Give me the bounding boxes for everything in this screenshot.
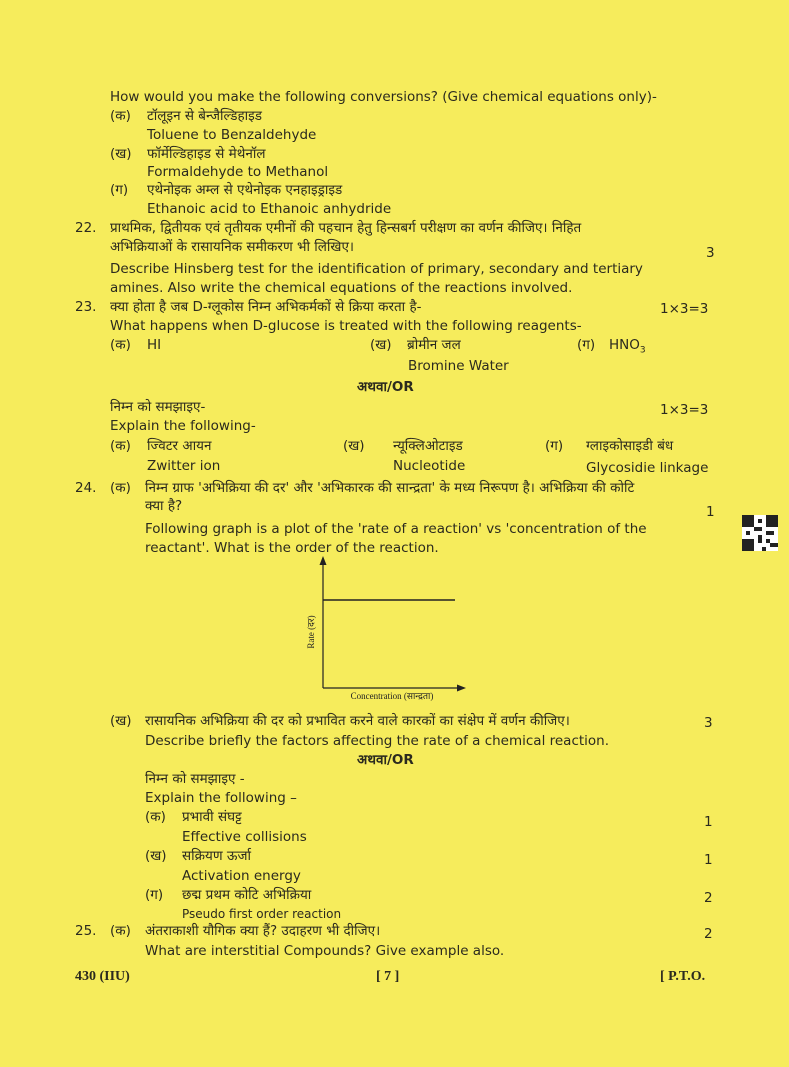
q21-a-label: (क)	[110, 108, 131, 124]
q25-english: What are interstitial Compounds? Give example also.	[145, 943, 505, 959]
q24-b-label: (ख)	[110, 713, 132, 729]
paper-code: 430 (IIU)	[75, 969, 130, 984]
q23-a-text: HI	[147, 337, 162, 353]
q23-alt-b-hindi: न्यूक्लिओटाइड	[393, 438, 463, 454]
q24-alt-c-marks: 2	[704, 890, 713, 906]
q24-a-marks: 1	[706, 504, 715, 520]
q23-c-text	[609, 336, 646, 360]
q23-b-label: (ख)	[370, 337, 392, 353]
q23-alt-c-hindi: ग्लाइकोसाइडी बंध	[586, 438, 674, 454]
q24-alt-hindi: निम्न को समझाइए -	[145, 771, 245, 787]
q23-english: What happens when D-glucose is treated with the following reagents-	[110, 318, 582, 334]
q21-a-hindi: टॉलूइन से बेन्जैल्डिहाइड	[147, 108, 263, 124]
q24-alt-b-marks: 1	[704, 852, 713, 868]
q22-english-1: Describe Hinsberg test for the identification of primary, secondary and tertiary	[110, 261, 643, 277]
q22-english-2: amines. Also write the chemical equations of the reactions involved.	[110, 280, 573, 296]
q24-a-english-2: reactant'. What is the order of the reaction.	[145, 540, 439, 556]
q24-alt-b-label: (ख)	[145, 848, 167, 864]
qr-code-icon	[742, 515, 778, 551]
q23-alt-c-english: Glycosidie linkage	[586, 460, 709, 476]
q21-c-label: (ग)	[110, 182, 129, 198]
q25-hindi: अंतराकाशी यौगिक क्या हैं? उदाहरण भी दीजिए।	[145, 923, 381, 939]
q24-a-hindi-1: निम्न ग्राफ 'अभिक्रिया की दर' और 'अभिकारक की सान्द्रता' के मध्य निरूपण है। अभिक्रिया की कोटि	[145, 480, 635, 496]
q25-number: 25.	[75, 923, 97, 939]
q21-b-english: Formaldehyde to Methanol	[147, 164, 329, 180]
q21-a-english: Toluene to Benzaldehyde	[147, 127, 317, 143]
q24-b-marks: 3	[704, 715, 713, 731]
q23-alt-a-label: (क)	[110, 438, 131, 454]
q24-or-divider: अथवा/OR	[357, 752, 414, 768]
q23-marks: 1×3=3	[660, 301, 709, 317]
rate-vs-concentration-graph	[300, 552, 480, 702]
q23-number: 23.	[75, 299, 97, 315]
q22-number: 22.	[75, 220, 97, 236]
q23-alt-hindi: निम्न को समझाइए-	[110, 399, 206, 415]
q23-hindi: क्या होता है जब D-ग्लूकोस निम्न अभिकर्मकों से क्रिया करता है-	[110, 299, 422, 315]
q25-label: (क)	[110, 923, 131, 939]
q24-alt-b-english: Activation energy	[182, 868, 301, 884]
q24-alt-a-hindi: प्रभावी संघट्ट	[182, 809, 242, 825]
q24-alt-a-marks: 1	[704, 814, 713, 830]
q23-alt-a-hindi: ज्विटर आयन	[147, 438, 212, 454]
q23-alt-c-label: (ग)	[545, 438, 564, 454]
x-axis-label: Concentration (सान्द्रता)	[350, 691, 434, 701]
q21-b-label: (ख)	[110, 146, 132, 162]
q21-intro: How would you make the following conversions? (Give chemical equations only)-	[110, 89, 657, 105]
q24-a-english-1: Following graph is a plot of the 'rate of a reaction' vs 'concentration of the	[145, 521, 647, 537]
q23-a-label: (क)	[110, 337, 131, 353]
q23-alt-marks: 1×3=3	[660, 402, 709, 418]
q24-alt-a-english: Effective collisions	[182, 829, 307, 845]
q24-a-label: (क)	[110, 480, 131, 496]
q24-alt-b-hindi: सक्रियण ऊर्जा	[182, 848, 251, 864]
q23-b-english: Bromine Water	[408, 358, 509, 374]
q22-marks: 3	[706, 245, 715, 261]
q24-alt-c-english: Pseudo first order reaction	[182, 907, 342, 921]
q24-b-english: Describe briefly the factors affecting the rate of a chemical reaction.	[145, 733, 610, 749]
q25-marks: 2	[704, 926, 713, 942]
q24-alt-c-label: (ग)	[145, 887, 164, 903]
y-axis-label: Rate (दर)	[306, 615, 316, 649]
q22-hindi-2: अभिक्रियाओं के रासायनिक समीकरण भी लिखिए।	[110, 239, 355, 255]
q23-c-label: (ग)	[577, 337, 596, 353]
q21-c-english: Ethanoic acid to Ethanoic anhydride	[147, 201, 392, 217]
q24-a-hindi-2: क्या है?	[145, 498, 183, 514]
q23-alt-b-english: Nucleotide	[393, 458, 466, 474]
q24-number: 24.	[75, 480, 97, 496]
q21-c-hindi: एथेनोइक अम्ल से एथेनोइक एनहाइड्राइड	[147, 182, 343, 198]
q23-or-divider: अथवा/OR	[357, 379, 414, 395]
q22-hindi-1: प्राथमिक, द्वितीयक एवं तृतीयक एमीनों की पहचान हेतु हिन्सबर्ग परीक्षण का वर्णन कीजिए। निहित	[110, 220, 582, 236]
x-axis-arrow-icon	[457, 685, 466, 692]
q24-alt-english: Explain the following –	[145, 790, 297, 806]
page-number: [ 7 ]	[376, 969, 400, 984]
q23-alt-b-label: (ख)	[343, 438, 365, 454]
q23-b-hindi: ब्रोमीन जल	[407, 337, 461, 353]
q24-b-hindi: रासायनिक अभिक्रिया की दर को प्रभावित करने वाले कारकों का संक्षेप में वर्णन कीजिए।	[145, 713, 570, 729]
q24-alt-a-label: (क)	[145, 809, 166, 825]
q23-c-subscript: 3	[639, 345, 646, 356]
q23-alt-a-english: Zwitter ion	[147, 458, 221, 474]
please-turn-over: [ P.T.O.	[660, 969, 706, 984]
q23-alt-english: Explain the following-	[110, 418, 256, 434]
y-axis-arrow-icon	[320, 556, 327, 565]
q21-b-hindi: फॉर्मेल्डिहाइड से मेथेनॉल	[147, 146, 266, 162]
q24-alt-c-hindi: छद्म प्रथम कोटि अभिक्रिया	[182, 887, 312, 903]
q23-c-formula: HNO	[609, 337, 640, 353]
